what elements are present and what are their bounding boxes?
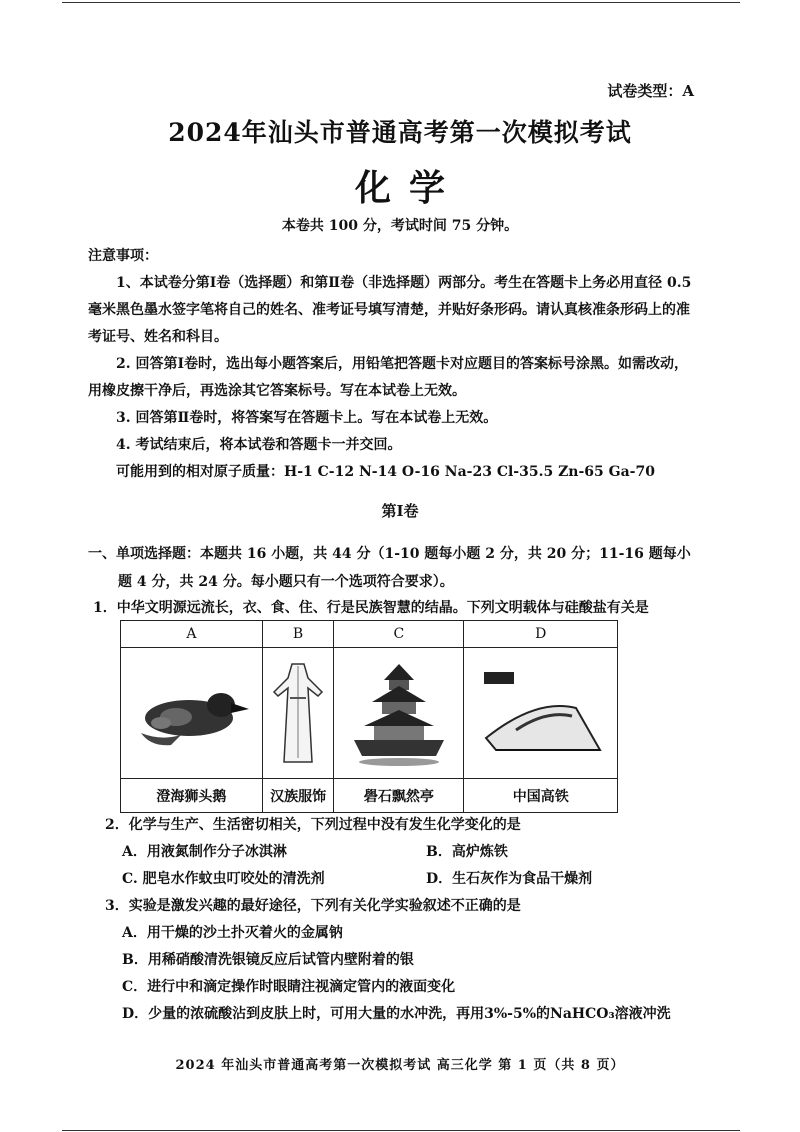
option-caption: 澄海狮头鹅	[121, 779, 263, 813]
question-3-option-a: A．用干燥的沙土扑灭着火的金属钠	[122, 925, 343, 941]
option-header: A	[121, 621, 263, 648]
notes-heading: 注意事项：	[88, 248, 158, 264]
option-caption: 礐石飘然亭	[334, 779, 464, 813]
han-costume-image	[262, 648, 334, 779]
page-title: 2024年汕头市普通高考第一次模拟考试	[168, 118, 632, 147]
bottom-rule	[62, 1130, 740, 1131]
notes-section	[88, 243, 698, 486]
section-title: 第Ⅰ卷	[381, 502, 419, 520]
question-3-option-c: C．进行中和滴定操作时眼睛注视滴定管内的液面变化	[122, 979, 456, 995]
lion-head-goose-image	[121, 648, 263, 779]
option-caption: 中国高铁	[464, 779, 618, 813]
option-header: D	[464, 621, 618, 648]
question-3-option-b: B．用稀硝酸清洗银镜反应后试管内壁附着的银	[122, 952, 414, 968]
note-item: 1、本试卷分第Ⅰ卷（选择题）和第Ⅱ卷（非选择题）两部分。考生在答题卡上务必用直径 0.5毫米黑色墨水签字笔将自己的姓名、准考证号填写清楚，并贴好条形码。请认真核准条形码上的准考证号、姓名和科目。	[88, 275, 692, 345]
question-2-option-c: C. 肥皂水作蚊虫叮咬处的清洗剂	[122, 871, 325, 887]
question-2-option-a: A．用液氮制作分子冰淇淋	[122, 844, 287, 860]
question-2-stem: 2．化学与生产、生活密切相关，下列过程中没有发生化学变化的是	[105, 817, 521, 833]
page-footer: 2024 年汕头市普通高考第一次模拟考试 高三化学 第 1 页（共 8 页）	[175, 1058, 625, 1073]
exam-type: 试卷类型：A	[607, 82, 694, 100]
note-item: 3. 回答第Ⅱ卷时，将答案写在答题卡上。写在本试卷上无效。	[116, 410, 498, 426]
question-3-stem: 3．实验是激发兴趣的最好途径，下列有关化学实验叙述不正确的是	[105, 898, 521, 914]
part-one-line1: 一、单项选择题：本题共 16 小题，共 44 分（1-10 题每小题 2 分，共 20 分；11-16 题每小	[88, 546, 691, 562]
option-header: C	[334, 621, 464, 648]
subject-title: 化学	[354, 167, 463, 209]
part-one-instructions	[88, 540, 700, 596]
note-item: 4. 考试结束后，将本试卷和答题卡一并交回。	[116, 437, 402, 453]
question-3-option-d: D．少量的浓硫酸沾到皮肤上时，可用大量的水冲洗，再用3%-5%的NaHCO₃溶液冲洗	[122, 1006, 671, 1022]
question-1-table	[120, 620, 618, 813]
question-2-option-d: D．生石灰作为食品干燥剂	[426, 871, 593, 887]
pavilion-image	[334, 648, 464, 779]
atomic-masses: 可能用到的相对原子质量：H-1 C-12 N-14 O-16 Na-23 Cl-35.5 Zn-65 Ga-70	[116, 464, 655, 480]
note-item: 2. 回答第Ⅰ卷时，选出每小题答案后，用铅笔把答题卡对应题目的答案标号涂黑。如需改动，用橡皮擦干净后，再选涂其它答案标号。写在本试卷上无效。	[88, 356, 689, 399]
part-one-line2: 题 4 分，共 24 分。每小题只有一个选项符合要求）。	[118, 574, 454, 590]
high-speed-train-image	[464, 648, 618, 779]
score-time-line: 本卷共 100 分，考试时间 75 分钟。	[281, 218, 519, 234]
question-2-option-b: B．高炉炼铁	[426, 844, 508, 860]
question-1-stem: 1．中华文明源远流长，衣、食、住、行是民族智慧的结晶。下列文明载体与硅酸盐有关是	[93, 600, 649, 616]
top-rule	[62, 2, 740, 3]
option-header: B	[262, 621, 334, 648]
option-caption: 汉族服饰	[262, 779, 334, 813]
